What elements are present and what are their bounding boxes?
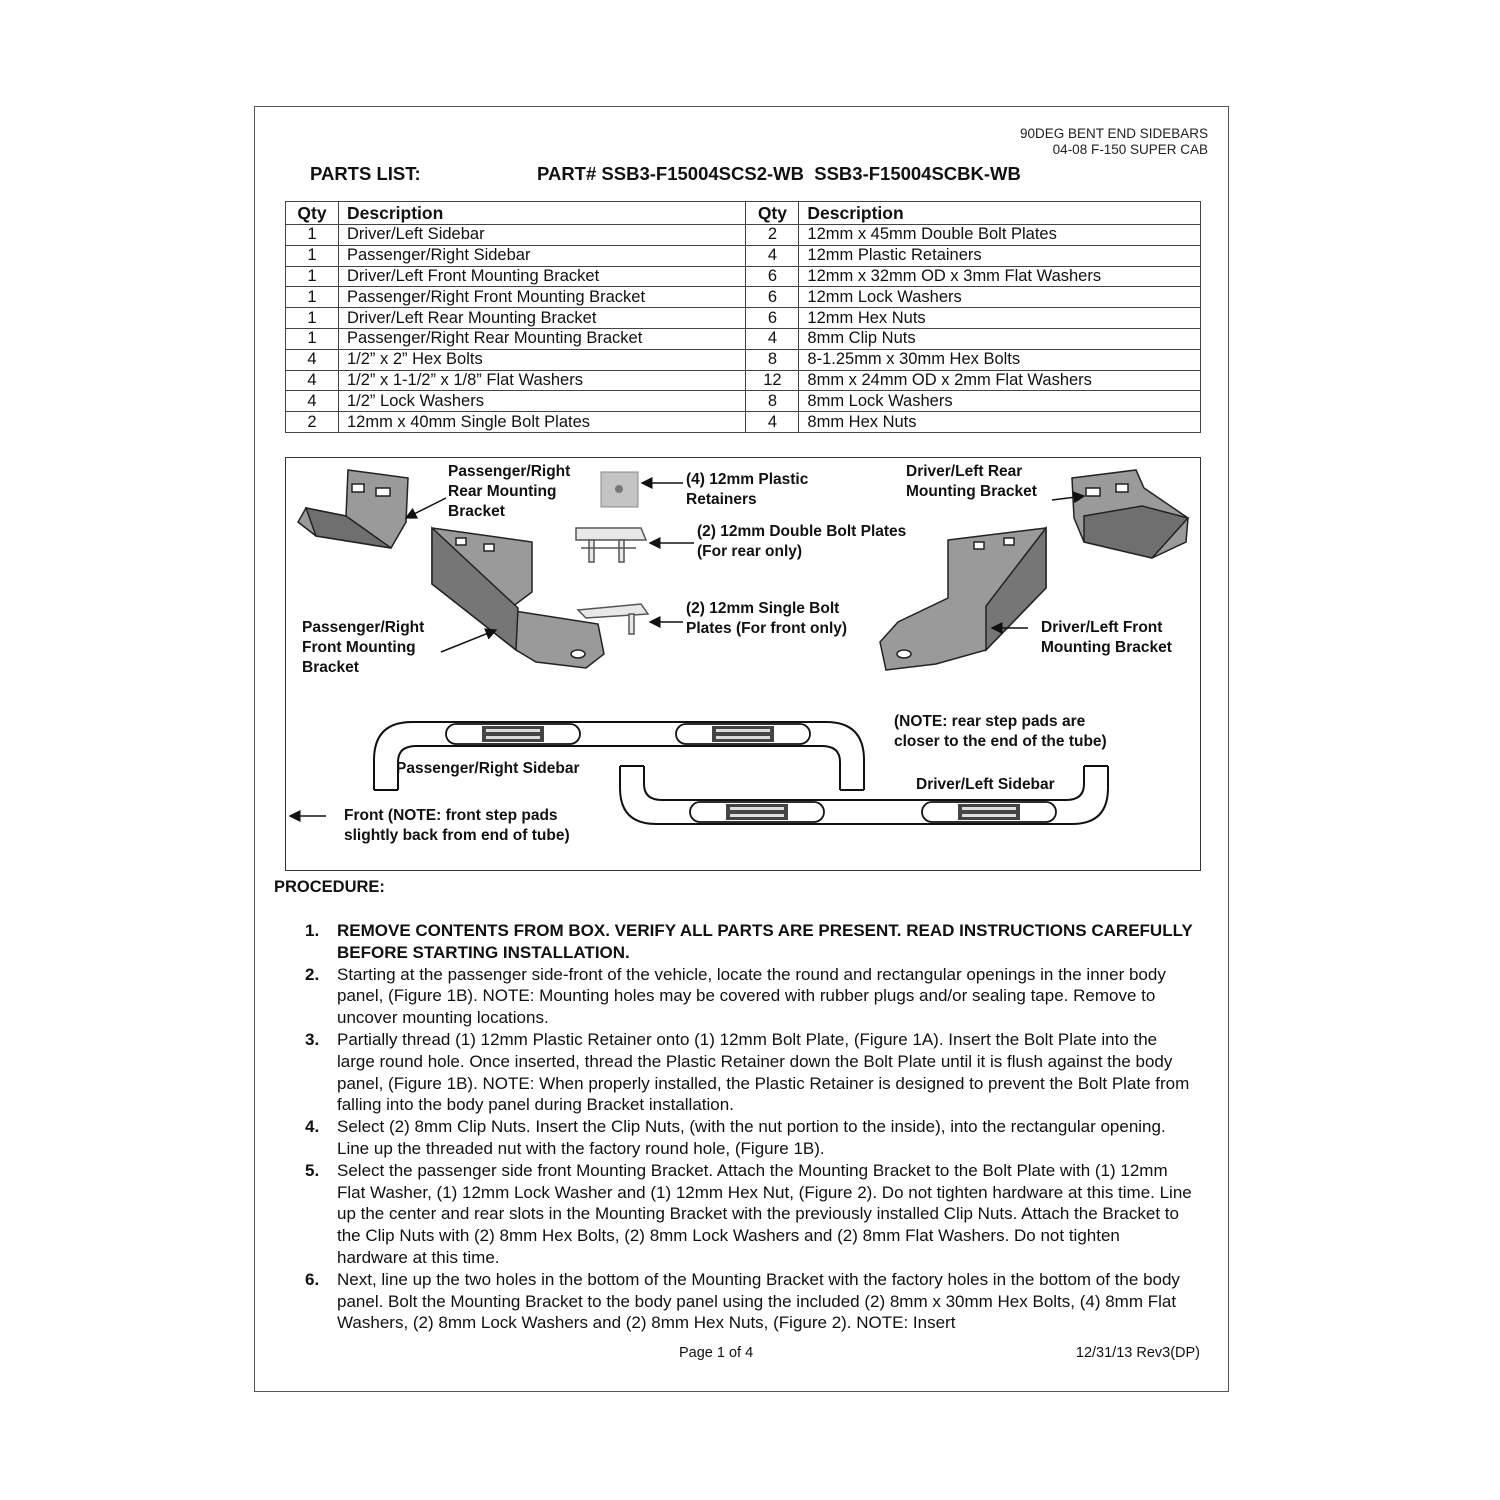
qty-cell: 2	[286, 412, 339, 433]
document-header	[1020, 126, 1208, 158]
description-cell: 1/2” Lock Washers	[339, 391, 746, 412]
instruction-page	[254, 106, 1229, 1392]
table-row	[286, 245, 1201, 266]
description-cell: 8mm x 24mm OD x 2mm Flat Washers	[799, 370, 1201, 391]
qty-cell: 6	[746, 266, 799, 287]
label-rear-pad-note: (NOTE: rear step pads are closer to the end of the tube)	[894, 713, 1107, 750]
description-cell: 8mm Hex Nuts	[799, 412, 1201, 433]
pr-step-pad-rear	[446, 724, 580, 744]
description-cell: 12mm Lock Washers	[799, 287, 1201, 308]
description-cell: Passenger/Right Front Mounting Bracket	[339, 287, 746, 308]
page-number: Page 1 of 4	[679, 1345, 754, 1361]
dl-step-pad-front	[922, 802, 1056, 822]
label-pr-front-bracket: Passenger/Right Front Mounting Bracket	[302, 619, 425, 676]
step-text: Partially thread (1) 12mm Plastic Retainer onto (1) 12mm Bolt Plate, (Figure 1A). Insert the Bolt Plate into the large round hole. Once inserted, thread the Plastic Retainer down the Bolt Plate until it is flush against the body panel, (Figure 1B). NOTE: When properly installed, the Plastic Retainer is designed to prevent the Bolt Plate from falling into the body panel during Bracket installation.	[337, 1029, 1190, 1115]
procedure-title: PROCEDURE:	[274, 878, 385, 896]
description-cell: 1/2” x 2” Hex Bolts	[339, 349, 746, 370]
procedure-step: 6. Next, line up the two holes in the bottom of the Mounting Bracket with the factory holes in the bottom of the body panel. Bolt the Mounting Bracket to the body panel using the included (2) 8mm x 30mm Hex Bolts, (4) 8mm Flat Washers, (2) 8mm Lock Washers and (2) 8mm Hex Nuts, (Figure 2). NOTE: Insert	[305, 1269, 1180, 1333]
parts-table-body	[286, 225, 1201, 433]
part-number: PART# SSB3-F15004SCS2-WB SSB3-F15004SCBK-WB	[537, 163, 1021, 184]
table-row	[286, 266, 1201, 287]
description-cell: Driver/Left Front Mounting Bracket	[339, 266, 746, 287]
qty-cell: 4	[286, 349, 339, 370]
pr-rear-bracket-image	[298, 470, 408, 548]
qty-cell: 6	[746, 287, 799, 308]
label-dl-sidebar: Driver/Left Sidebar	[916, 776, 1055, 793]
qty-cell: 4	[286, 370, 339, 391]
step-text: Starting at the passenger side-front of the vehicle, locate the round and rectangular openings in the inner body panel, (Figure 1B). NOTE: Mounting holes may be covered with rubber plugs and/or sealing tape. Remove to uncover mounting locations.	[337, 964, 1166, 1028]
label-pr-sidebar: Passenger/Right Sidebar	[396, 760, 580, 777]
qty-cell: 4	[746, 412, 799, 433]
step-text: Select the passenger side front Mounting Bracket. Attach the Mounting Bracket to the Bolt Plate with (1) 12mm Flat Washer, (1) 12mm Lock Washer and (1) 12mm Hex Nut, (Figure 2). Do not tighten hardware at this time. Line up the center and rear slots in the Mounting Bracket with the previously installed Clip Nuts. Attach the Bracket to the Clip Nuts with (2) 8mm Hex Bolts, (2) 8mm Lock Washers and (2) 8mm Flat Washers. Do not tighten hardware at this time.	[337, 1160, 1192, 1267]
qty-cell: 1	[286, 308, 339, 329]
parts-figure	[285, 457, 1201, 871]
qty-cell: 6	[746, 308, 799, 329]
description-cell: 8-1.25mm x 30mm Hex Bolts	[799, 349, 1201, 370]
description-cell: 12mm x 40mm Single Bolt Plates	[339, 412, 746, 433]
label-dl-front-bracket: Driver/Left Front Mounting Bracket	[1041, 619, 1172, 656]
qty-cell: 1	[286, 328, 339, 349]
col-description: Description	[799, 202, 1201, 225]
procedure-step: 4. Select (2) 8mm Clip Nuts. Insert the Clip Nuts, (with the nut portion to the inside), into the rectangular opening. Line up the threaded nut with the factory round hole, (Figure 1B).	[305, 1117, 1166, 1158]
description-cell: Driver/Left Rear Mounting Bracket	[339, 308, 746, 329]
description-cell: 12mm Plastic Retainers	[799, 245, 1201, 266]
dl-rear-bracket-image	[1072, 470, 1188, 558]
col-qty: Qty	[746, 202, 799, 225]
description-cell: Passenger/Right Sidebar	[339, 245, 746, 266]
parts-list-title: PARTS LIST:	[310, 163, 421, 184]
table-row	[286, 349, 1201, 370]
procedure-step: 5. Select the passenger side front Mounting Bracket. Attach the Mounting Bracket to the Bolt Plate with (1) 12mm Flat Washer, (1) 12mm Lock Washer and (1) 12mm Hex Nut, (Figure 2). Do not tighten hardware at this time. Line up the center and rear slots in the Mounting Bracket with the previously installed Clip Nuts. Attach the Bracket to the Clip Nuts with (2) 8mm Hex Bolts, (2) 8mm Lock Washers and (2) 8mm Flat Washers. Do not tighten hardware at this time.	[305, 1160, 1192, 1267]
retainer-image	[601, 472, 638, 507]
description-cell: 8mm Lock Washers	[799, 391, 1201, 412]
step-text: Next, line up the two holes in the bottom of the Mounting Bracket with the factory holes in the bottom of the body panel. Bolt the Mounting Bracket to the body panel using the included (2) 8mm x 30mm Hex Bolts, (4) 8mm Flat Washers, (2) 8mm Lock Washers and (2) 8mm Hex Nuts, (Figure 2). NOTE: Insert	[337, 1269, 1180, 1333]
description-cell: 8mm Clip Nuts	[799, 328, 1201, 349]
description-cell: 12mm Hex Nuts	[799, 308, 1201, 329]
procedure-step: 2. Starting at the passenger side-front of the vehicle, locate the round and rectangular openings in the inner body panel, (Figure 1B). NOTE: Mounting holes may be covered with rubber plugs and/or sealing tape. Remove to uncover mounting locations.	[305, 964, 1166, 1028]
table-row	[286, 308, 1201, 329]
pr-step-pad-front	[676, 724, 810, 744]
qty-cell: 1	[286, 245, 339, 266]
table-row	[286, 287, 1201, 308]
qty-cell: 2	[746, 225, 799, 246]
description-cell: 1/2” x 1-1/2” x 1/8” Flat Washers	[339, 370, 746, 391]
parts-table-header	[286, 202, 1201, 225]
procedure-step: 1. REMOVE CONTENTS FROM BOX. VERIFY ALL PARTS ARE PRESENT. READ INSTRUCTIONS CAREFULLY BEFORE STARTING INSTALLATION.	[305, 921, 1193, 962]
qty-cell: 4	[286, 391, 339, 412]
revision-date: 12/31/13 Rev3(DP)	[1075, 1345, 1200, 1361]
table-row	[286, 370, 1201, 391]
qty-cell: 8	[746, 391, 799, 412]
col-qty: Qty	[286, 202, 339, 225]
qty-cell: 4	[746, 245, 799, 266]
table-row	[286, 225, 1201, 246]
pr-front-bracket-image	[432, 528, 604, 668]
description-cell: 12mm x 32mm OD x 3mm Flat Washers	[799, 266, 1201, 287]
qty-cell: 8	[746, 349, 799, 370]
dl-step-pad-rear	[690, 802, 824, 822]
procedure-step: 3. Partially thread (1) 12mm Plastic Retainer onto (1) 12mm Bolt Plate, (Figure 1A). Insert the Bolt Plate into the large round hole. Once inserted, thread the Plastic Retainer down the Bolt Plate until it is flush against the body panel, (Figure 1B). NOTE: When properly installed, the Plastic Retainer is designed to prevent the Bolt Plate from falling into the body panel during Bracket installation.	[305, 1029, 1190, 1115]
description-cell: Passenger/Right Rear Mounting Bracket	[339, 328, 746, 349]
procedure-steps	[305, 920, 1195, 1334]
label-pr-rear-bracket: Passenger/Right Rear Mounting Bracket	[448, 463, 571, 520]
step-text: REMOVE CONTENTS FROM BOX. VERIFY ALL PARTS ARE PRESENT. READ INSTRUCTIONS CAREFULLY BEFORE STARTING INSTALLATION.	[337, 921, 1193, 962]
qty-cell: 4	[746, 328, 799, 349]
vehicle-fitment: 04-08 F-150 SUPER CAB	[1052, 142, 1208, 157]
qty-cell: 1	[286, 266, 339, 287]
qty-cell: 12	[746, 370, 799, 391]
qty-cell: 1	[286, 287, 339, 308]
parts-table	[285, 201, 1201, 433]
label-double-bolt-plates: (2) 12mm Double Bolt Plates (For rear only)	[697, 523, 907, 560]
step-text: Select (2) 8mm Clip Nuts. Insert the Clip Nuts, (with the nut portion to the inside), into the rectangular opening. Line up the threaded nut with the factory round hole, (Figure 1B).	[337, 1117, 1166, 1158]
description-cell: Driver/Left Sidebar	[339, 225, 746, 246]
qty-cell: 1	[286, 225, 339, 246]
col-description: Description	[339, 202, 746, 225]
table-row	[286, 391, 1201, 412]
description-cell: 12mm x 45mm Double Bolt Plates	[799, 225, 1201, 246]
label-single-bolt-plates: (2) 12mm Single Bolt Plates (For front only)	[686, 600, 848, 637]
label-dl-rear-bracket: Driver/Left Rear Mounting Bracket	[906, 463, 1037, 500]
table-row	[286, 412, 1201, 433]
label-retainers: (4) 12mm Plastic Retainers	[686, 471, 809, 508]
table-row	[286, 328, 1201, 349]
product-line: 90DEG BENT END SIDEBARS	[1019, 126, 1208, 141]
label-front-note: Front (NOTE: front step pads slightly back from end of tube)	[344, 807, 570, 844]
double-bolt-plate-image	[576, 528, 646, 562]
